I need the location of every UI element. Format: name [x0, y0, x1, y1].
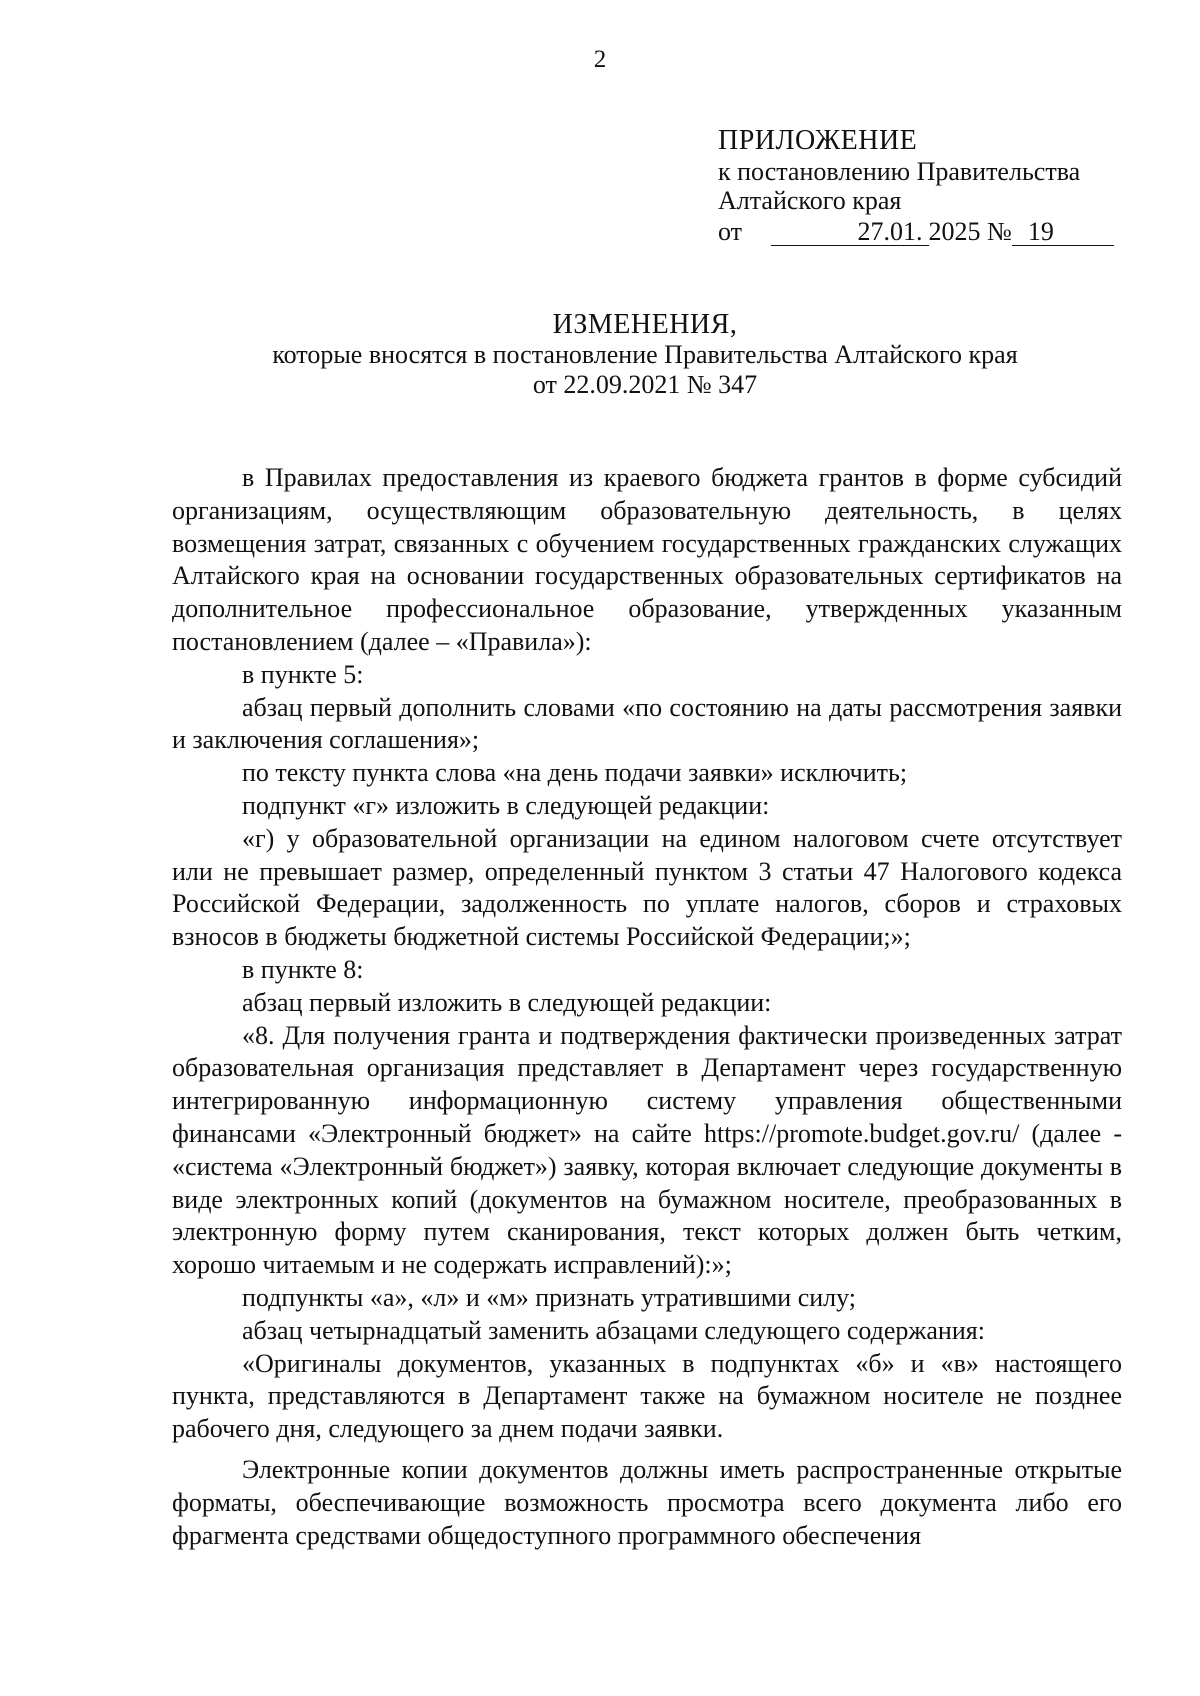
title-line-1: ИЗМЕНЕНИЯ,: [552, 309, 738, 340]
paragraph: абзац четырнадцатый заменить абзацами следующего содержания:: [242, 1315, 985, 1345]
paragraph: в пункте 5:: [242, 659, 364, 689]
paragraph: «г) у образовательной организации на едином налоговом счете отсутствует или не превышает размер, определенный пунктом 3 статьи 47 Налогового кодекса Российской Федерации, задолженность по уплате налогов, сборов и страховых взносов в бюджеты бюджетной системы Российской Федерации;»;: [172, 823, 1122, 952]
date-prefix: от: [718, 217, 743, 246]
title-line-3: от 22.09.2021 № 347: [532, 370, 758, 399]
paragraph: Электронные копии документов должны иметь распространенные открытые форматы, обеспечивающие возможность просмотра всего документа либо его фрагмента средствами общедоступного программного обеспечения: [172, 1454, 1122, 1550]
document-title: [0, 310, 1200, 400]
paragraph: подпункты «а», «л» и «м» признать утратившими силу;: [242, 1282, 857, 1312]
paragraph: абзац первый дополнить словами «по состоянию на даты рассмотрения заявки и заключения соглашения»;: [172, 692, 1122, 755]
appendix-date-line: [718, 217, 1114, 246]
paragraph: по тексту пункта слова «на день подачи заявки» исключить;: [242, 758, 908, 788]
resolution-number: 19: [1012, 219, 1114, 246]
date-value: 27.01.: [771, 219, 929, 246]
paragraph: в Правилах предоставления из краевого бюджета грантов в форме субсидий организациям, осуществляющим образовательную деятельность, в целях возмещения затрат, связанных с обучением государственных гражданских служащих Алтайского края на основании государственных образовательных сертификатов на дополнительное профессиональное образование, утвержденных указанным постановлением (далее – «Правила»):: [172, 463, 1122, 656]
paragraph: абзац первый изложить в следующей редакции:: [242, 987, 772, 1017]
paragraph: подпункт «г» изложить в следующей редакции:: [242, 790, 770, 820]
title-line-2: которые вносятся в постановление Правительства Алтайского края: [272, 340, 1018, 369]
appendix-heading: ПРИЛОЖЕНИЕ: [718, 125, 918, 156]
appendix-line-1: к постановлению Правительства: [718, 157, 1081, 186]
year-label: 2025 №: [928, 217, 1012, 246]
paragraph: в пункте 8:: [242, 954, 364, 984]
appendix-block: [718, 126, 1114, 246]
page-number: 2: [593, 46, 607, 73]
document-body: [172, 462, 1122, 1552]
paragraph: «Оригиналы документов, указанных в подпунктах «б» и «в» настоящего пункта, представляются в Департамент также на бумажном носителе не позднее рабочего дня, следующего за днем подачи заявки.: [172, 1348, 1122, 1444]
paragraph: «8. Для получения гранта и подтверждения фактически произведенных затрат образовательная организация представляет в Департамент через государственную интегрированную информационную систему управления общественными финансами «Электронный бюджет» на сайте https://promote.budget.gov.ru/ (далее - «система «Электронный бюджет») заявку, которая включает следующие документы в виде электронных копий (документов на бумажном носителе, преобразованных в электронную форму путем сканирования, текст которых должен быть четким, хорошо читаемым и не содержать исправлений):»;: [172, 1020, 1122, 1280]
appendix-line-2: Алтайского края: [718, 186, 902, 215]
